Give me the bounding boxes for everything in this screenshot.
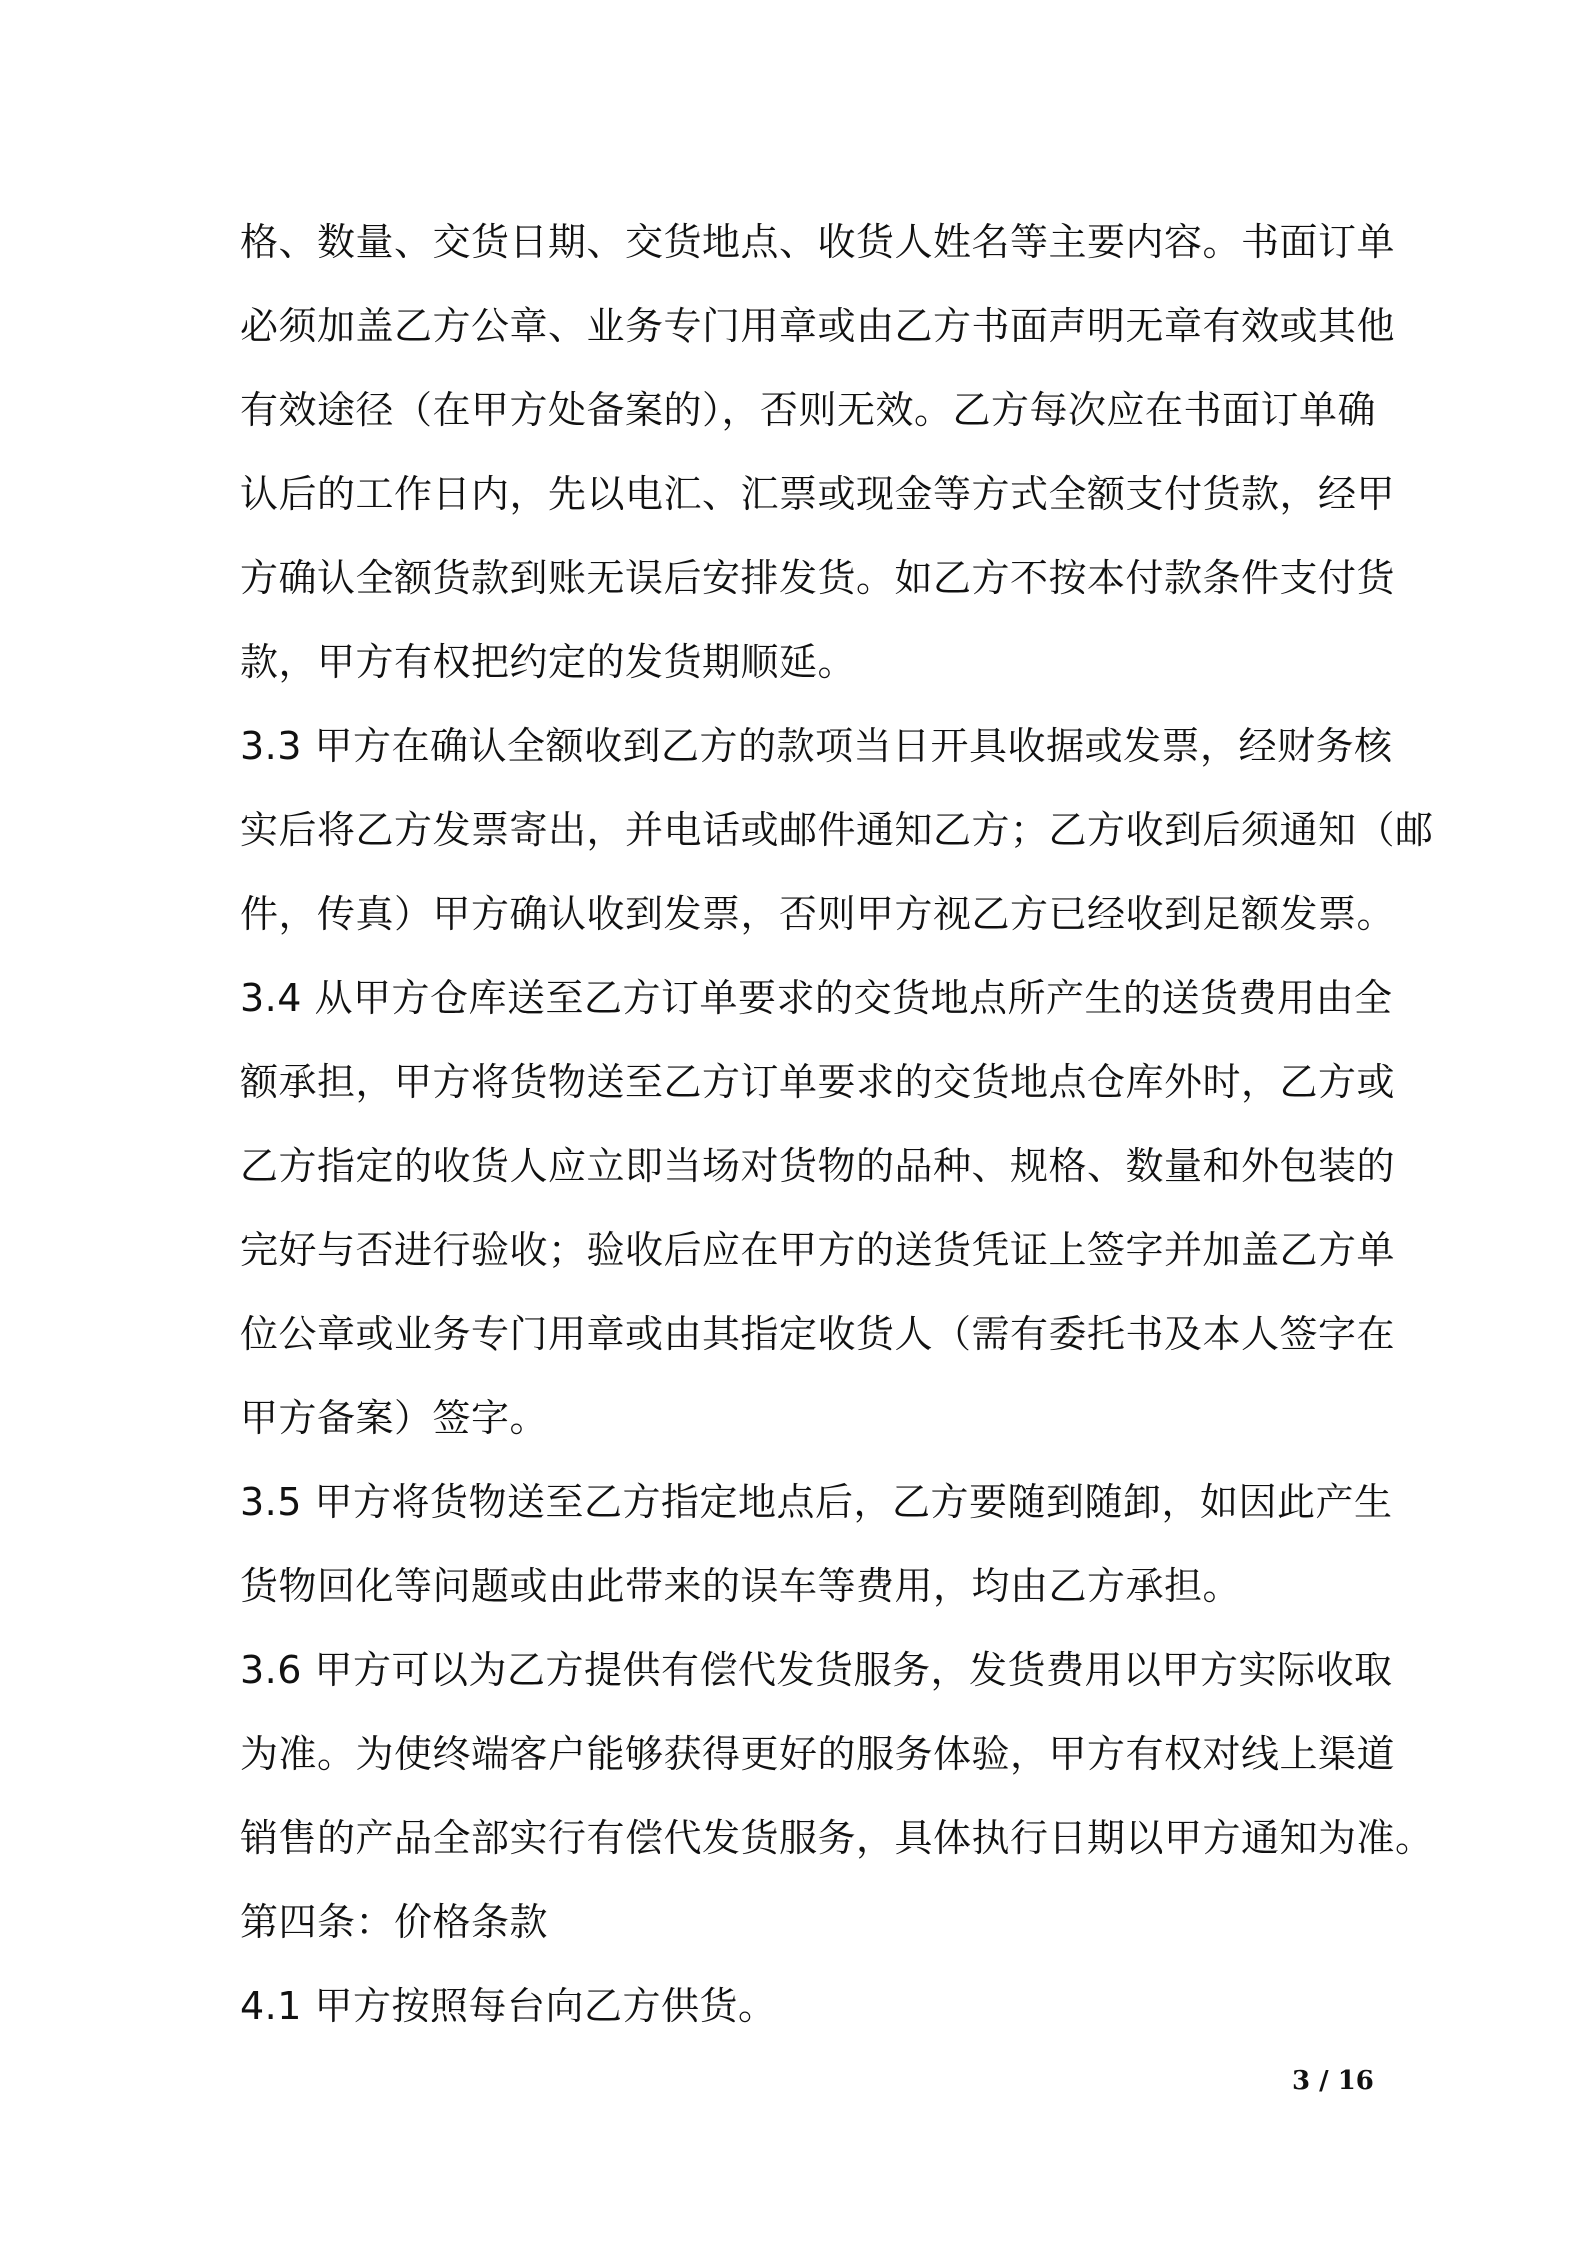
text-line: 实后将乙方发票寄出，并电话或邮件通知乙方；乙方收到后须通知（邮: [240, 808, 1434, 852]
text-line: 必须加盖乙方公章、业务专门用章或由乙方书面声明无章有效或其他: [240, 304, 1396, 348]
text-line: 位公章或业务专门用章或由其指定收货人（需有委托书及本人签字在: [240, 1312, 1396, 1356]
text-line: 格、数量、交货日期、交货地点、收货人姓名等主要内容。书面订单: [240, 220, 1396, 264]
text-line: 乙方指定的收货人应立即当场对货物的品种、规格、数量和外包装的: [240, 1144, 1396, 1188]
text-line: 方确认全额货款到账无误后安排发货。如乙方不按本付款条件支付货: [240, 556, 1396, 600]
text-line: 销售的产品全部实行有偿代发货服务，具体执行日期以甲方通知为准。: [240, 1816, 1434, 1860]
clause-3-3-line: 3.3 甲方在确认全额收到乙方的款项当日开具收据或发票，经财务核: [240, 724, 1393, 768]
text-line: 认后的工作日内，先以电汇、汇票或现金等方式全额支付货款，经甲: [240, 472, 1396, 516]
document-body: [240, 200, 1434, 2048]
section-heading-article-4: 第四条：价格条款: [240, 1900, 549, 1944]
text-line: 件，传真）甲方确认收到发票，否则甲方视乙方已经收到足额发票。: [240, 892, 1396, 936]
clause-4-1-line: 4.1 甲方按照每台向乙方供货。: [240, 1984, 777, 2028]
text-line: 货物回化等问题或由此带来的误车等费用，均由乙方承担。: [240, 1564, 1242, 1608]
text-line: 完好与否进行验收；验收后应在甲方的送货凭证上签字并加盖乙方单: [240, 1228, 1396, 1272]
clause-3-6-line: 3.6 甲方可以为乙方提供有偿代发货服务，发货费用以甲方实际收取: [240, 1648, 1393, 1692]
text-line: 为准。为使终端客户能够获得更好的服务体验，甲方有权对线上渠道: [240, 1732, 1396, 1776]
page-number: 3 / 16: [1292, 2066, 1374, 2096]
clause-3-4-line: 3.4 从甲方仓库送至乙方订单要求的交货地点所产生的送货费用由全: [240, 976, 1393, 1020]
text-line: 款，甲方有权把约定的发货期顺延。: [240, 640, 857, 684]
clause-3-5-line: 3.5 甲方将货物送至乙方指定地点后，乙方要随到随卸，如因此产生: [240, 1480, 1393, 1524]
text-line: 有效途径（在甲方处备案的），否则无效。乙方每次应在书面订单确: [240, 388, 1377, 432]
text-line: 甲方备案）签字。: [240, 1396, 549, 1440]
text-line: 额承担，甲方将货物送至乙方订单要求的交货地点仓库外时，乙方或: [240, 1060, 1396, 1104]
